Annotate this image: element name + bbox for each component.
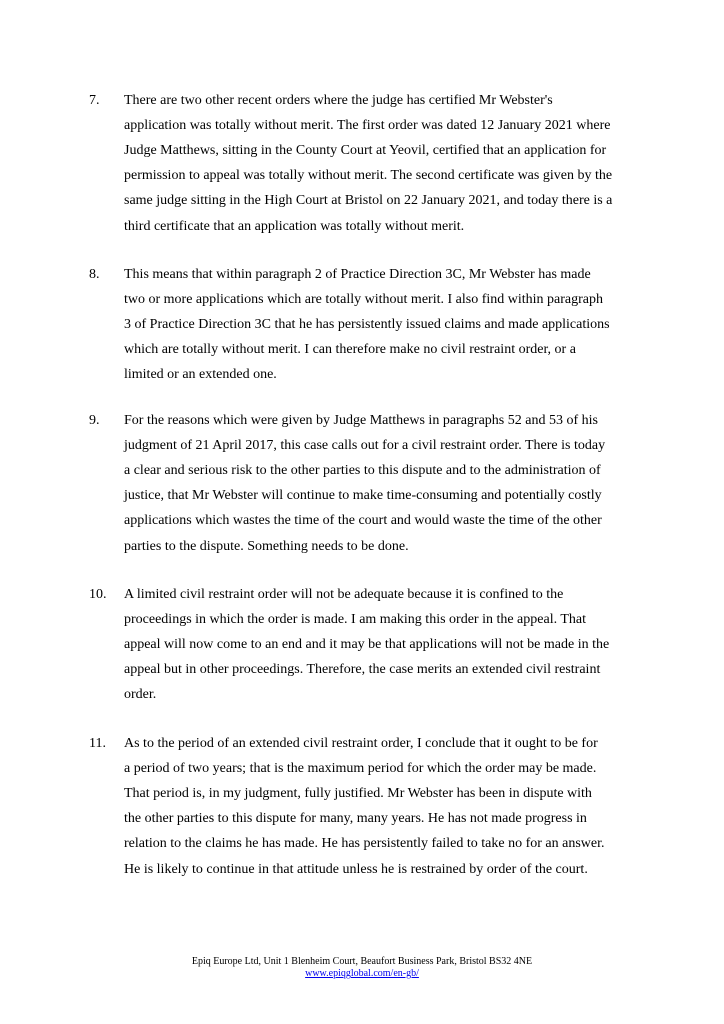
paragraph-line: third certificate that an application was totally without merit. <box>124 218 465 234</box>
paragraph-line: Judge Matthews, sitting in the County Court at Yeovil, certified that an application for <box>124 143 607 159</box>
footer <box>0 956 724 980</box>
paragraph-line: This means that within paragraph 2 of Practice Direction 3C, Mr Webster has made <box>124 267 591 282</box>
paragraph-line: There are two other recent orders where the judge has certified Mr Webster's <box>124 93 553 108</box>
paragraph-number: 9. <box>89 413 100 428</box>
paragraph-line: As to the period of an extended civil restraint order, I conclude that it ought to be for <box>124 736 598 751</box>
paragraph-line: justice, that Mr Webster will continue to make time-consuming and potentially costly <box>124 488 602 504</box>
footer-link[interactable]: www.epiqglobal.com/en-gb/ <box>305 968 419 979</box>
paragraph-line: which are totally without merit. I can therefore make no civil restraint order, or a <box>124 342 576 358</box>
footer-address: Epiq Europe Ltd, Unit 1 Blenheim Court, Beaufort Business Park, Bristol BS32 4NE <box>191 956 533 967</box>
paragraph-line: relation to the claims he has made. He has persistently failed to take no for an answer. <box>124 836 605 852</box>
paragraph-line: application was totally without merit. The first order was dated 12 January 2021 where <box>124 118 611 134</box>
paragraph-line: judgment of 21 April 2017, this case calls out for a civil restraint order. There is today <box>124 438 606 454</box>
paragraph-line: limited or an extended one. <box>124 367 277 383</box>
paragraph-line: permission to appeal was totally without merit. The second certificate was given by the <box>124 168 613 184</box>
paragraph-number: 10. <box>89 587 107 602</box>
paragraph-line: appeal but in other proceedings. Therefore, the case merits an extended civil restraint <box>124 662 601 678</box>
paragraph-number: 8. <box>89 267 100 282</box>
paragraph-line: same judge sitting in the High Court at Bristol on 22 January 2021, and today there is a <box>124 193 613 209</box>
paragraph-line: That period is, in my judgment, fully justified. Mr Webster has been in dispute with <box>124 786 592 802</box>
paragraph-line: two or more applications which are totally without merit. I also find within paragraph <box>124 292 603 308</box>
paragraph-line: a period of two years; that is the maximum period for which the order may be made. <box>124 761 597 777</box>
paragraph-line: order. <box>124 687 157 703</box>
paragraph-number: 7. <box>89 93 100 108</box>
paragraph-number: 11. <box>89 736 106 751</box>
paragraph-line: For the reasons which were given by Judge Matthews in paragraphs 52 and 53 of his <box>124 413 598 428</box>
paragraph-line: a clear and serious risk to the other parties to this dispute and to the administration of <box>124 463 601 479</box>
paragraph-line: parties to the dispute. Something needs to be done. <box>124 538 409 554</box>
paragraph-line: the other parties to this dispute for many, many years. He has not made progress in <box>124 811 587 827</box>
paragraph-line: appeal will now come to an end and it may be that applications will not be made in the <box>124 637 610 653</box>
paragraph-line: He is likely to continue in that attitude unless he is restrained by order of the court. <box>124 861 588 877</box>
paragraph-line: A limited civil restraint order will not be adequate because it is confined to the <box>124 587 564 602</box>
paragraph-line: proceedings in which the order is made. I am making this order in the appeal. That <box>124 612 586 628</box>
paragraph-line: 3 of Practice Direction 3C that he has persistently issued claims and made applications <box>124 317 610 333</box>
paragraph-line: applications which wastes the time of the court and would waste the time of the other <box>124 513 602 529</box>
